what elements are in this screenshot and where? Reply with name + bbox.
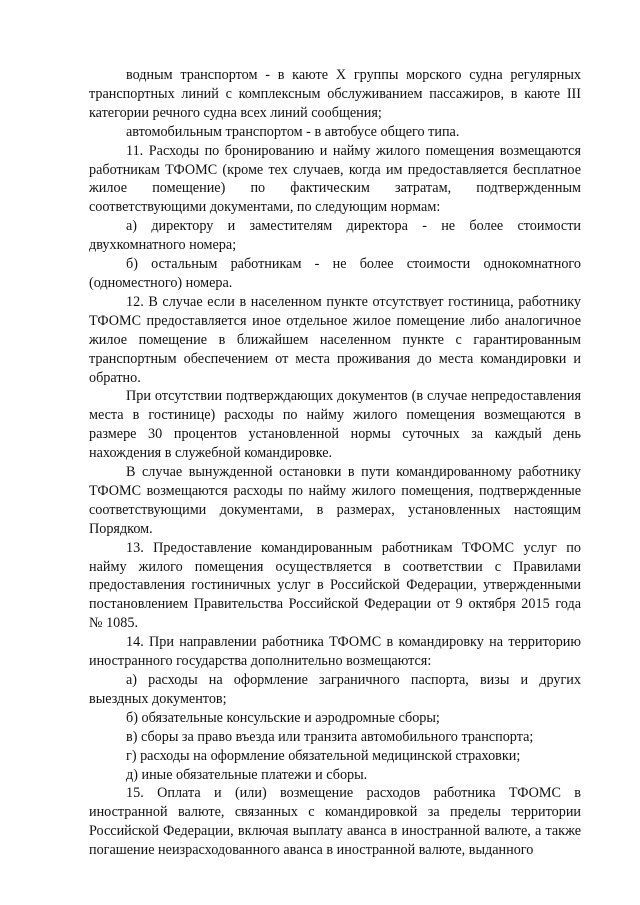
paragraph: 15. Оплата и (или) возмещение расходов работника ТФОМС в иностранной валюте, связанных с командировкой за пределы территории Российской Федерации, включая выплату аванса в иностранной валюте, а также погашение неизрасходованного аванса в иностранной валюте, выданного — [89, 785, 581, 859]
paragraph: а) директору и заместителям директора - не более стоимости двухкомнатного номера; — [89, 218, 581, 254]
paragraph: б) обязательные консульские и аэродромные сборы; — [126, 709, 440, 726]
paragraph: При отсутствии подтверждающих документов (в случае непредоставления места в гостинице) расходы по найму жилого помещения возмещаются в размере 30 процентов установленной нормы суточных за каждый день нахождения в служебной командировке. — [89, 388, 581, 462]
paragraph: 13. Предоставление командированным работникам ТФОМС услуг по найму жилого помещения осуществляется в соответствии с Правилами предоставления гостиничных услуг в Российской Федерации, утвержденными постановлением Правительства Российской Федерации от 9 октября 2015 года № 1085. — [89, 539, 581, 632]
paragraph: водным транспортом - в каюте X группы морского судна регулярных транспортных линий с комплексным обслуживанием пассажиров, в каюте III категории речного судна всех линий сообщения; — [89, 67, 581, 121]
paragraph: б) остальным работникам - не более стоимости однокомнатного (одноместного) номера. — [89, 256, 581, 291]
paragraph: автомобильным транспортом - в автобусе общего типа. — [126, 123, 460, 140]
paragraph: в) сборы за право въезда или транзита автомобильного транспорта; — [126, 728, 534, 745]
paragraph: д) иные обязательные платежи и сборы. — [126, 766, 368, 783]
paragraph: а) расходы на оформление заграничного паспорта, визы и других выездных документов; — [89, 672, 581, 707]
paragraph: г) расходы на оформление обязательной медицинской страховки; — [126, 747, 521, 764]
paragraph: 12. В случае если в населенном пункте отсутствует гостиница, работнику ТФОМС предоставляется иное отдельное жилое помещение либо аналогичное жилое помещение в ближайшем населенном пункте с гарантированным транспортным обеспечением от места проживания до места командировки и обратно. — [89, 293, 581, 386]
paragraph: 11. Расходы по бронированию и найму жилого помещения возмещаются работникам ТФОМС (кроме тех случаев, когда им предоставляется бесплатное жилое помещение) по фактическим затратам, подтвержденным соответствующими документами, по следующим нормам: — [89, 142, 581, 216]
paragraph: В случае вынужденной остановки в пути командированному работнику ТФОМС возмещаются расходы по найму жилого помещения, подтвержденные соответствующими документами, в размерах, установленных настоящим Порядком. — [89, 464, 581, 537]
paragraph: 14. При направлении работника ТФОМС в командировку на территорию иностранного государства дополнительно возмещаются: — [89, 634, 581, 670]
document-page — [89, 66, 581, 860]
